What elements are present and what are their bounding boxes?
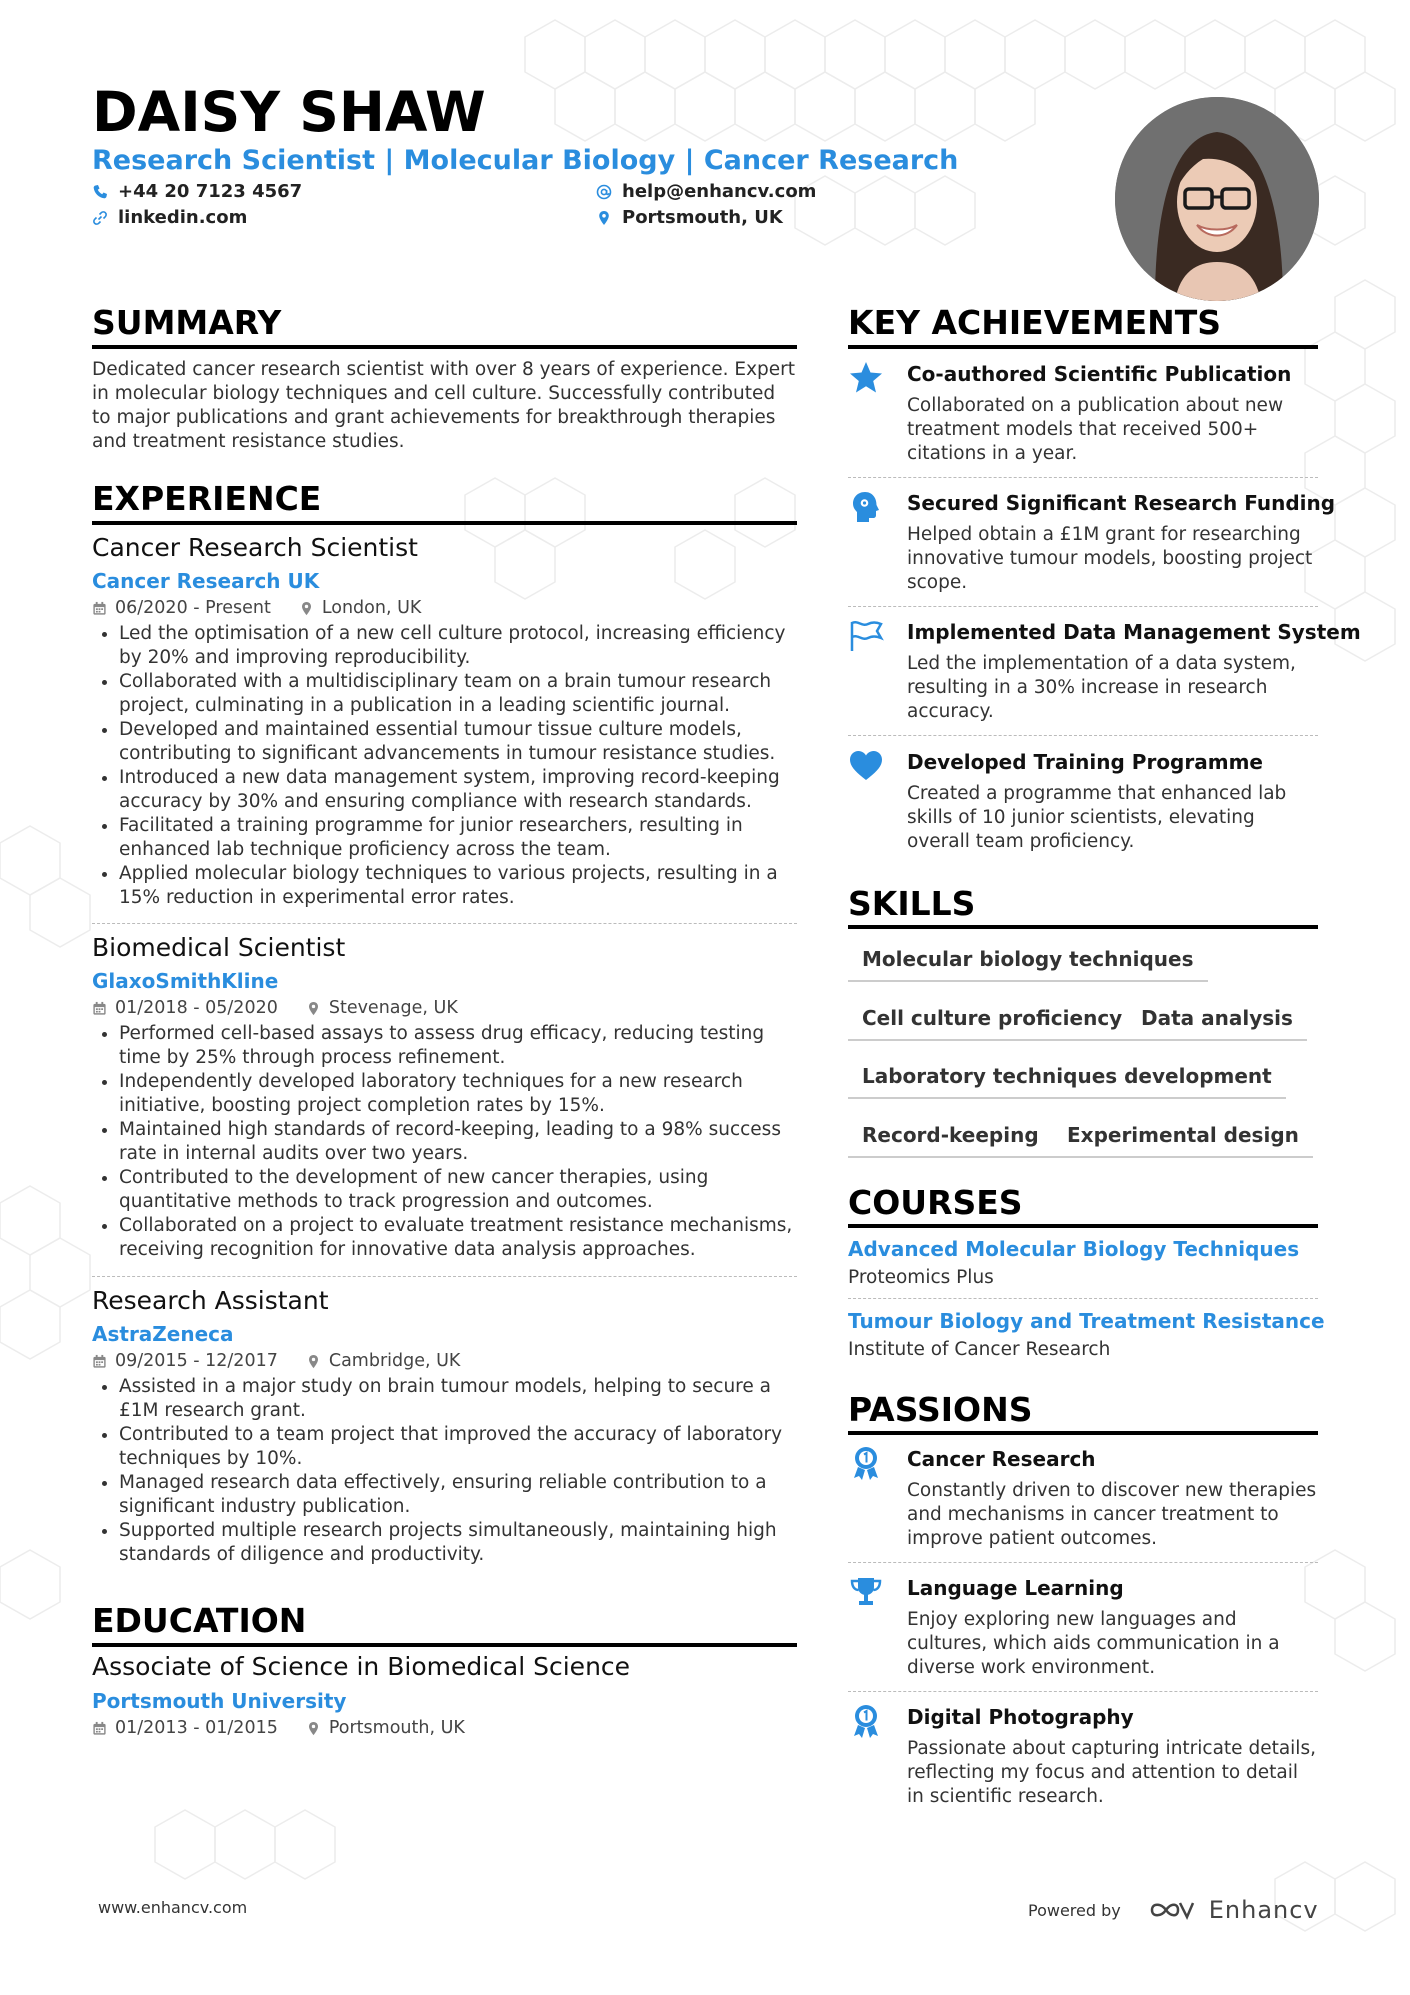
skill-tag: Laboratory techniques development	[848, 1062, 1286, 1099]
company-name: Cancer Research UK	[92, 569, 320, 593]
bullet-item: • Collaborated on a project to evaluate treatment resistance mechanisms, receiving recognition for innovative data analysis approaches.	[119, 1214, 797, 1262]
education-meta	[92, 1716, 797, 1740]
passion-desc: Enjoy exploring new languages and cultures, which aids communication in a diverse work environment.	[907, 1609, 1280, 1678]
courses-heading: COURSES	[848, 1183, 1023, 1222]
medal-icon	[848, 1703, 884, 1739]
passion-title: Digital Photography	[907, 1705, 1134, 1729]
email-contact	[596, 180, 816, 204]
bullet-item: • Led the optimisation of a new cell culture protocol, increasing efficiency by 20% and improving reproducibility.	[119, 622, 797, 670]
medal-icon	[848, 1445, 884, 1481]
location-pin-icon	[306, 1721, 321, 1736]
job-dates: 01/2018 - 05/2020	[115, 998, 278, 1018]
achievement-desc: Collaborated on a publication about new treatment models that received 500+ citations in a year.	[907, 395, 1284, 464]
email-link[interactable]: help@enhancv.com	[622, 181, 817, 202]
achievements-rule	[848, 345, 1318, 349]
bullet-item: • Maintained high standards of record-keeping, leading to a 98% success rate in internal audits over two years.	[119, 1118, 797, 1166]
calendar-icon	[92, 601, 107, 616]
achievement-divider	[848, 735, 1318, 736]
job-divider	[92, 1276, 797, 1277]
education-entry	[92, 1651, 797, 1740]
achievement-item	[848, 618, 1361, 728]
head-icon	[848, 489, 884, 525]
passion-title: Cancer Research	[907, 1447, 1096, 1471]
bullet-item: • Contributed to a team project that improved the accuracy of laboratory techniques by 10%.	[119, 1423, 797, 1471]
heart-icon	[848, 748, 884, 784]
job-location: London, UK	[321, 598, 422, 618]
at-icon	[596, 184, 612, 200]
phone-icon	[92, 184, 108, 200]
achievement-item	[848, 489, 1336, 599]
achievements-heading: KEY ACHIEVEMENTS	[848, 303, 1222, 342]
bullet-item: • Facilitated a training programme for junior researchers, resulting in enhanced lab technique proficiency across the team.	[119, 814, 797, 862]
summary-rule	[92, 345, 797, 349]
passion-divider	[848, 1691, 1318, 1692]
course-provider: Institute of Cancer Research	[848, 1339, 1111, 1360]
skills-rule	[848, 925, 1318, 929]
phone-number: +44 20 7123 4567	[118, 181, 303, 202]
skill-tag: Molecular biology techniques	[848, 945, 1208, 982]
headline: Research Scientist | Molecular Biology | Cancer Research	[92, 145, 959, 176]
job-dates: 06/2020 - Present	[115, 598, 271, 618]
achievement-desc: Helped obtain a £1M grant for researching innovative tumour models, boosting project scope.	[907, 524, 1313, 593]
location-pin-icon	[306, 1354, 321, 1369]
footer-branding	[1028, 1896, 1319, 1924]
job-bullets	[92, 1375, 797, 1567]
flag-icon	[848, 618, 884, 654]
achievement-desc: Created a programme that enhanced lab skills of 10 junior scientists, elevating overall team proficiency.	[907, 783, 1287, 852]
star-icon	[848, 360, 884, 396]
calendar-icon	[92, 1721, 107, 1736]
location-pin-icon	[306, 1001, 321, 1016]
course-title: Tumour Biology and Treatment Resistance	[848, 1309, 1325, 1333]
school-name: Portsmouth University	[92, 1689, 347, 1713]
enhancv-logo-icon	[1149, 1898, 1195, 1922]
summary-text: Dedicated cancer research scientist with over 8 years of experience. Expert in molecular biology techniques and cell culture. Successfully contributed to major publications and grant achievements for breakthrough therapies and treatment resistance studies.	[92, 359, 796, 452]
job-title: Cancer Research Scientist	[92, 533, 418, 562]
link-icon	[92, 210, 108, 226]
location-contact	[596, 206, 783, 230]
course-divider	[848, 1298, 1318, 1299]
footer-website[interactable]: www.enhancv.com	[98, 1898, 248, 1917]
courses-rule	[848, 1224, 1318, 1228]
passion-desc: Constantly driven to discover new therapies and mechanisms in cancer treatment to improve patient outcomes.	[907, 1480, 1317, 1549]
summary-heading: SUMMARY	[92, 303, 282, 342]
achievement-title: Co-authored Scientific Publication	[907, 362, 1292, 386]
bullet-item: • Managed research data effectively, ensuring reliable contribution to a significant industry publication.	[119, 1471, 797, 1519]
avatar-illustration	[1115, 97, 1319, 301]
skills-heading: SKILLS	[848, 884, 976, 923]
location-pin-icon	[299, 601, 314, 616]
passion-item	[848, 1574, 1318, 1684]
brand-name[interactable]: Enhancv	[1208, 1896, 1319, 1924]
achievement-desc: Led the implementation of a data system, resulting in a 30% increase in research accuracy.	[907, 653, 1296, 722]
skill-tag: Record-keeping	[848, 1121, 1053, 1158]
bullet-item: • Independently developed laboratory techniques for a new research initiative, boosting project completion rates by 15%.	[119, 1070, 797, 1118]
experience-rule	[92, 521, 797, 525]
education-dates: 01/2013 - 01/2015	[115, 1718, 278, 1738]
skill-tag: Experimental design	[1053, 1121, 1313, 1158]
phone-contact	[92, 180, 302, 204]
job-location: Cambridge, UK	[328, 1351, 461, 1371]
bullet-item: • Performed cell-based assays to assess drug efficacy, reducing testing time by 25% through process refinement.	[119, 1022, 797, 1070]
passions-rule	[848, 1431, 1318, 1435]
job-entry-1	[92, 532, 797, 910]
skill-tag: Cell culture proficiency	[848, 1004, 1136, 1041]
experience-heading: EXPERIENCE	[92, 479, 322, 518]
education-heading: EDUCATION	[92, 1601, 307, 1640]
skill-tag: Data analysis	[1127, 1004, 1307, 1041]
education-location: Portsmouth, UK	[328, 1718, 465, 1738]
achievement-title: Implemented Data Management System	[907, 620, 1361, 644]
job-dates: 09/2015 - 12/2017	[115, 1351, 278, 1371]
powered-by-label: Powered by	[1028, 1900, 1121, 1920]
job-meta	[92, 1349, 797, 1373]
job-meta	[92, 596, 797, 620]
bullet-item: • Applied molecular biology techniques to various projects, resulting in a 15% reduction in experimental error rates.	[119, 862, 797, 910]
passion-item	[848, 1445, 1318, 1555]
course-title: Advanced Molecular Biology Techniques	[848, 1237, 1300, 1261]
calendar-icon	[92, 1001, 107, 1016]
candidate-name: DAISY SHAW	[92, 80, 486, 144]
bullet-item: • Developed and maintained essential tumour tissue culture models, contributing to significant advancements in tumour resistance studies.	[119, 718, 797, 766]
profile-photo	[1115, 97, 1319, 301]
location-text: Portsmouth, UK	[622, 207, 783, 228]
achievement-title: Developed Training Programme	[907, 750, 1263, 774]
passions-heading: PASSIONS	[848, 1390, 1033, 1429]
linkedin-link[interactable]: linkedin.com	[118, 207, 248, 228]
passion-title: Language Learning	[907, 1576, 1124, 1600]
bullet-item: • Contributed to the development of new cancer therapies, using quantitative methods to track progression and outcomes.	[119, 1166, 797, 1214]
location-pin-icon	[596, 210, 612, 226]
trophy-icon	[848, 1574, 884, 1610]
achievement-divider	[848, 606, 1318, 607]
job-bullets	[92, 622, 797, 910]
bullet-item: • Supported multiple research projects simultaneously, maintaining high standards of diligence and productivity.	[119, 1519, 797, 1567]
job-entry-3	[92, 1285, 797, 1567]
education-rule	[92, 1643, 797, 1647]
company-name: AstraZeneca	[92, 1322, 234, 1346]
bullet-item: • Collaborated with a multidisciplinary team on a brain tumour research project, culminating in a publication in a leading scientific journal.	[119, 670, 797, 718]
passion-item	[848, 1703, 1318, 1813]
achievement-title: Secured Significant Research Funding	[907, 491, 1336, 515]
job-divider	[92, 923, 797, 924]
degree-title: Associate of Science in Biomedical Science	[92, 1652, 631, 1681]
job-title: Biomedical Scientist	[92, 933, 346, 962]
job-entry-2	[92, 932, 797, 1262]
passion-divider	[848, 1562, 1318, 1563]
job-location: Stevenage, UK	[328, 998, 458, 1018]
achievement-item	[848, 360, 1318, 470]
bullet-item: • Introduced a new data management system, improving record-keeping accuracy by 30% and ensuring compliance with research standards.	[119, 766, 797, 814]
bullet-item: • Assisted in a major study on brain tumour models, helping to secure a £1M research grant.	[119, 1375, 797, 1423]
passion-desc: Passionate about capturing intricate details, reflecting my focus and attention to detail in scientific research.	[907, 1738, 1316, 1807]
job-title: Research Assistant	[92, 1286, 329, 1315]
company-name: GlaxoSmithKline	[92, 969, 279, 993]
achievement-item	[848, 748, 1318, 858]
job-bullets	[92, 1022, 797, 1262]
course-provider: Proteomics Plus	[848, 1267, 994, 1288]
calendar-icon	[92, 1354, 107, 1369]
job-meta	[92, 996, 797, 1020]
linkedin-contact	[92, 206, 247, 230]
achievement-divider	[848, 477, 1318, 478]
